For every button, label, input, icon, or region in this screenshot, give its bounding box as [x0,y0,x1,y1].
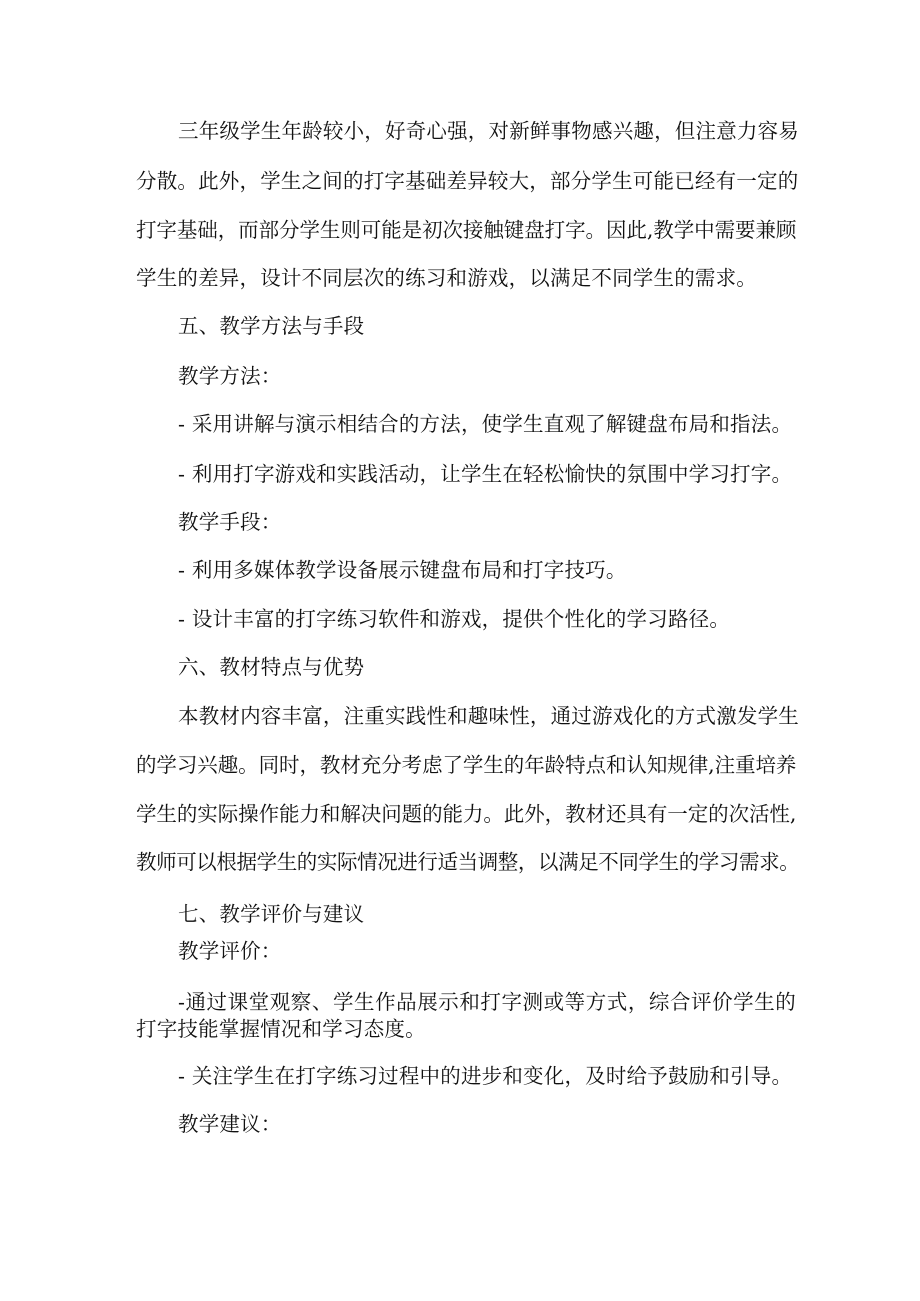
section-heading: 六、教材特点与优势 [178,655,365,679]
bullet-item: - 设计丰富的打字练习软件和游戏，提供个性化的学习路径。 [178,607,731,631]
subheading: 教学方法： [178,364,282,388]
paragraph-line: 的学习兴趣。同时，教材充分考虑了学生的年龄特点和认知规律,注重培养 [136,753,796,777]
paragraph-line: 学生的差异，设计不同层次的练习和游戏，以满足不同学生的需求。 [136,266,757,290]
section-heading: 五、教学方法与手段 [178,314,365,338]
bullet-item: - 采用讲解与演示相结合的方法，使学生直观了解键盘布局和指法。 [178,412,793,436]
subheading: 教学评价： [178,939,282,963]
paragraph-line: 打字基础，而部分学生则可能是初次接触键盘打字。因此,教学中需要兼顾 [136,218,796,242]
subheading: 教学手段： [178,510,282,534]
paragraph-line: 本教材内容丰富，注重实践性和趣味性，通过游戏化的方式激发学生 [178,704,799,728]
bullet-item-continuation: 打字技能掌握情况和学习态度。 [136,1017,426,1041]
bullet-item: - 利用打字游戏和实践活动，让学生在轻松愉快的氛围中学习打字。 [178,462,793,486]
bullet-item: -通过课堂观察、学生作品展示和打字测或等方式，综合评价学生的 [178,990,796,1014]
bullet-item: - 关注学生在打字练习过程中的进步和变化，及时给予鼓励和引导。 [178,1064,793,1088]
section-heading: 七、教学评价与建议 [178,902,365,926]
paragraph-line: 三年级学生年龄较小，好奇心强，对新鲜事物感兴趣，但注意力容易 [178,119,799,143]
subheading: 教学建议： [178,1112,282,1136]
paragraph-line: 分散。此外，学生之间的打字基础差异较大，部分学生可能已经有一定的 [136,169,799,193]
bullet-item: - 利用多媒体教学设备展示键盘布局和打字技巧。 [178,558,627,582]
paragraph-line: 教师可以根据学生的实际情况进行适当调整，以满足不同学生的学习需求。 [136,850,800,874]
paragraph-line: 学生的实际操作能力和解决问题的能力。此外，教材还具有一定的次活性, [136,802,796,826]
